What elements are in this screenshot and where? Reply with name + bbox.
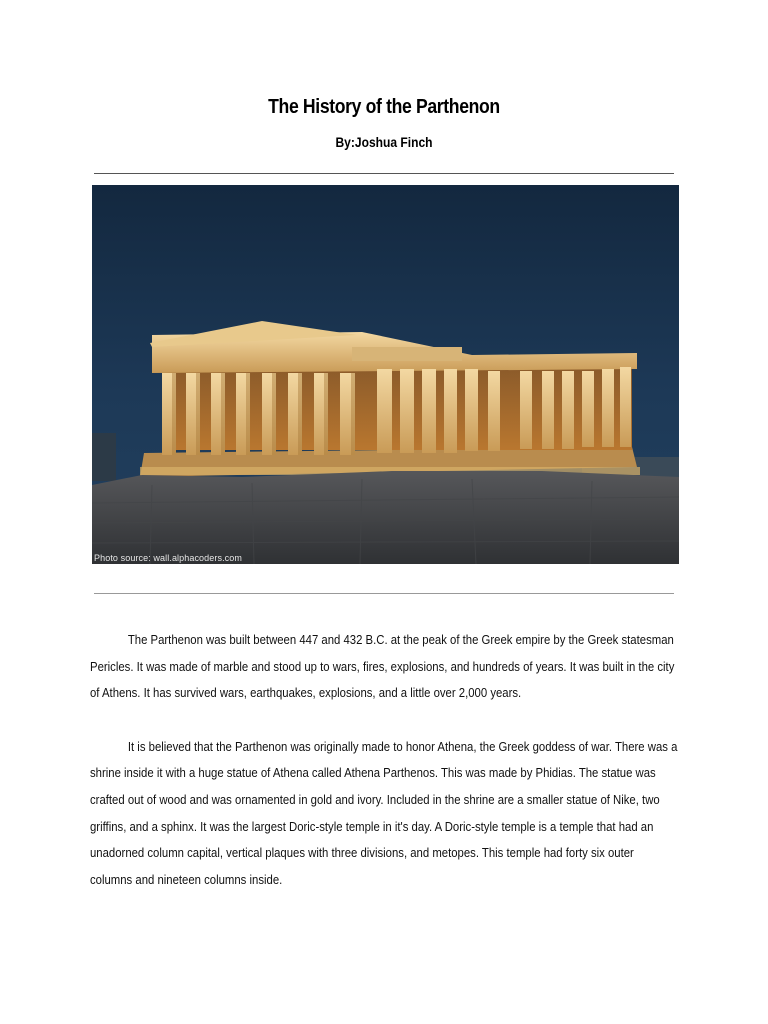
article-body: [90, 627, 690, 920]
bottom-divider: [94, 593, 674, 594]
author-byline: By:Joshua Finch: [335, 134, 433, 150]
parthenon-photo: [92, 185, 679, 564]
photo-credit: Photo source: wall.alphacoders.com: [94, 553, 242, 563]
paragraph-2: It is believed that the Parthenon was originally made to honor Athena, the Greek goddess of war. There was a shrine inside it with a huge statue of Athena called Athena Parthenos. This was made by Phidias. The statue was crafted out of wood and was ornamented in gold and ivory. Included in the shrine are a smaller statue of Nike, two griffins, and a sphinx. It was the largest Doric-style temple in it's day. A Doric-style temple is a temple that had an unadorned column capital, vertical plaques with three divisions, and metopes. This temple had forty six outer columns and nineteen columns inside.: [90, 738, 678, 887]
top-divider: [94, 173, 674, 174]
paragraph-1: The Parthenon was built between 447 and 432 B.C. at the peak of the Greek empire by the Greek statesman Pericles. It was made of marble and stood up to wars, fires, explosions, and hundreds of years. It was built in the city of Athens. It has survived wars, earthquakes, explosions, and a little over 2,000 years.: [90, 632, 675, 701]
parthenon-illustration: [92, 185, 679, 564]
document-title: The History of the Parthenon: [268, 96, 500, 118]
